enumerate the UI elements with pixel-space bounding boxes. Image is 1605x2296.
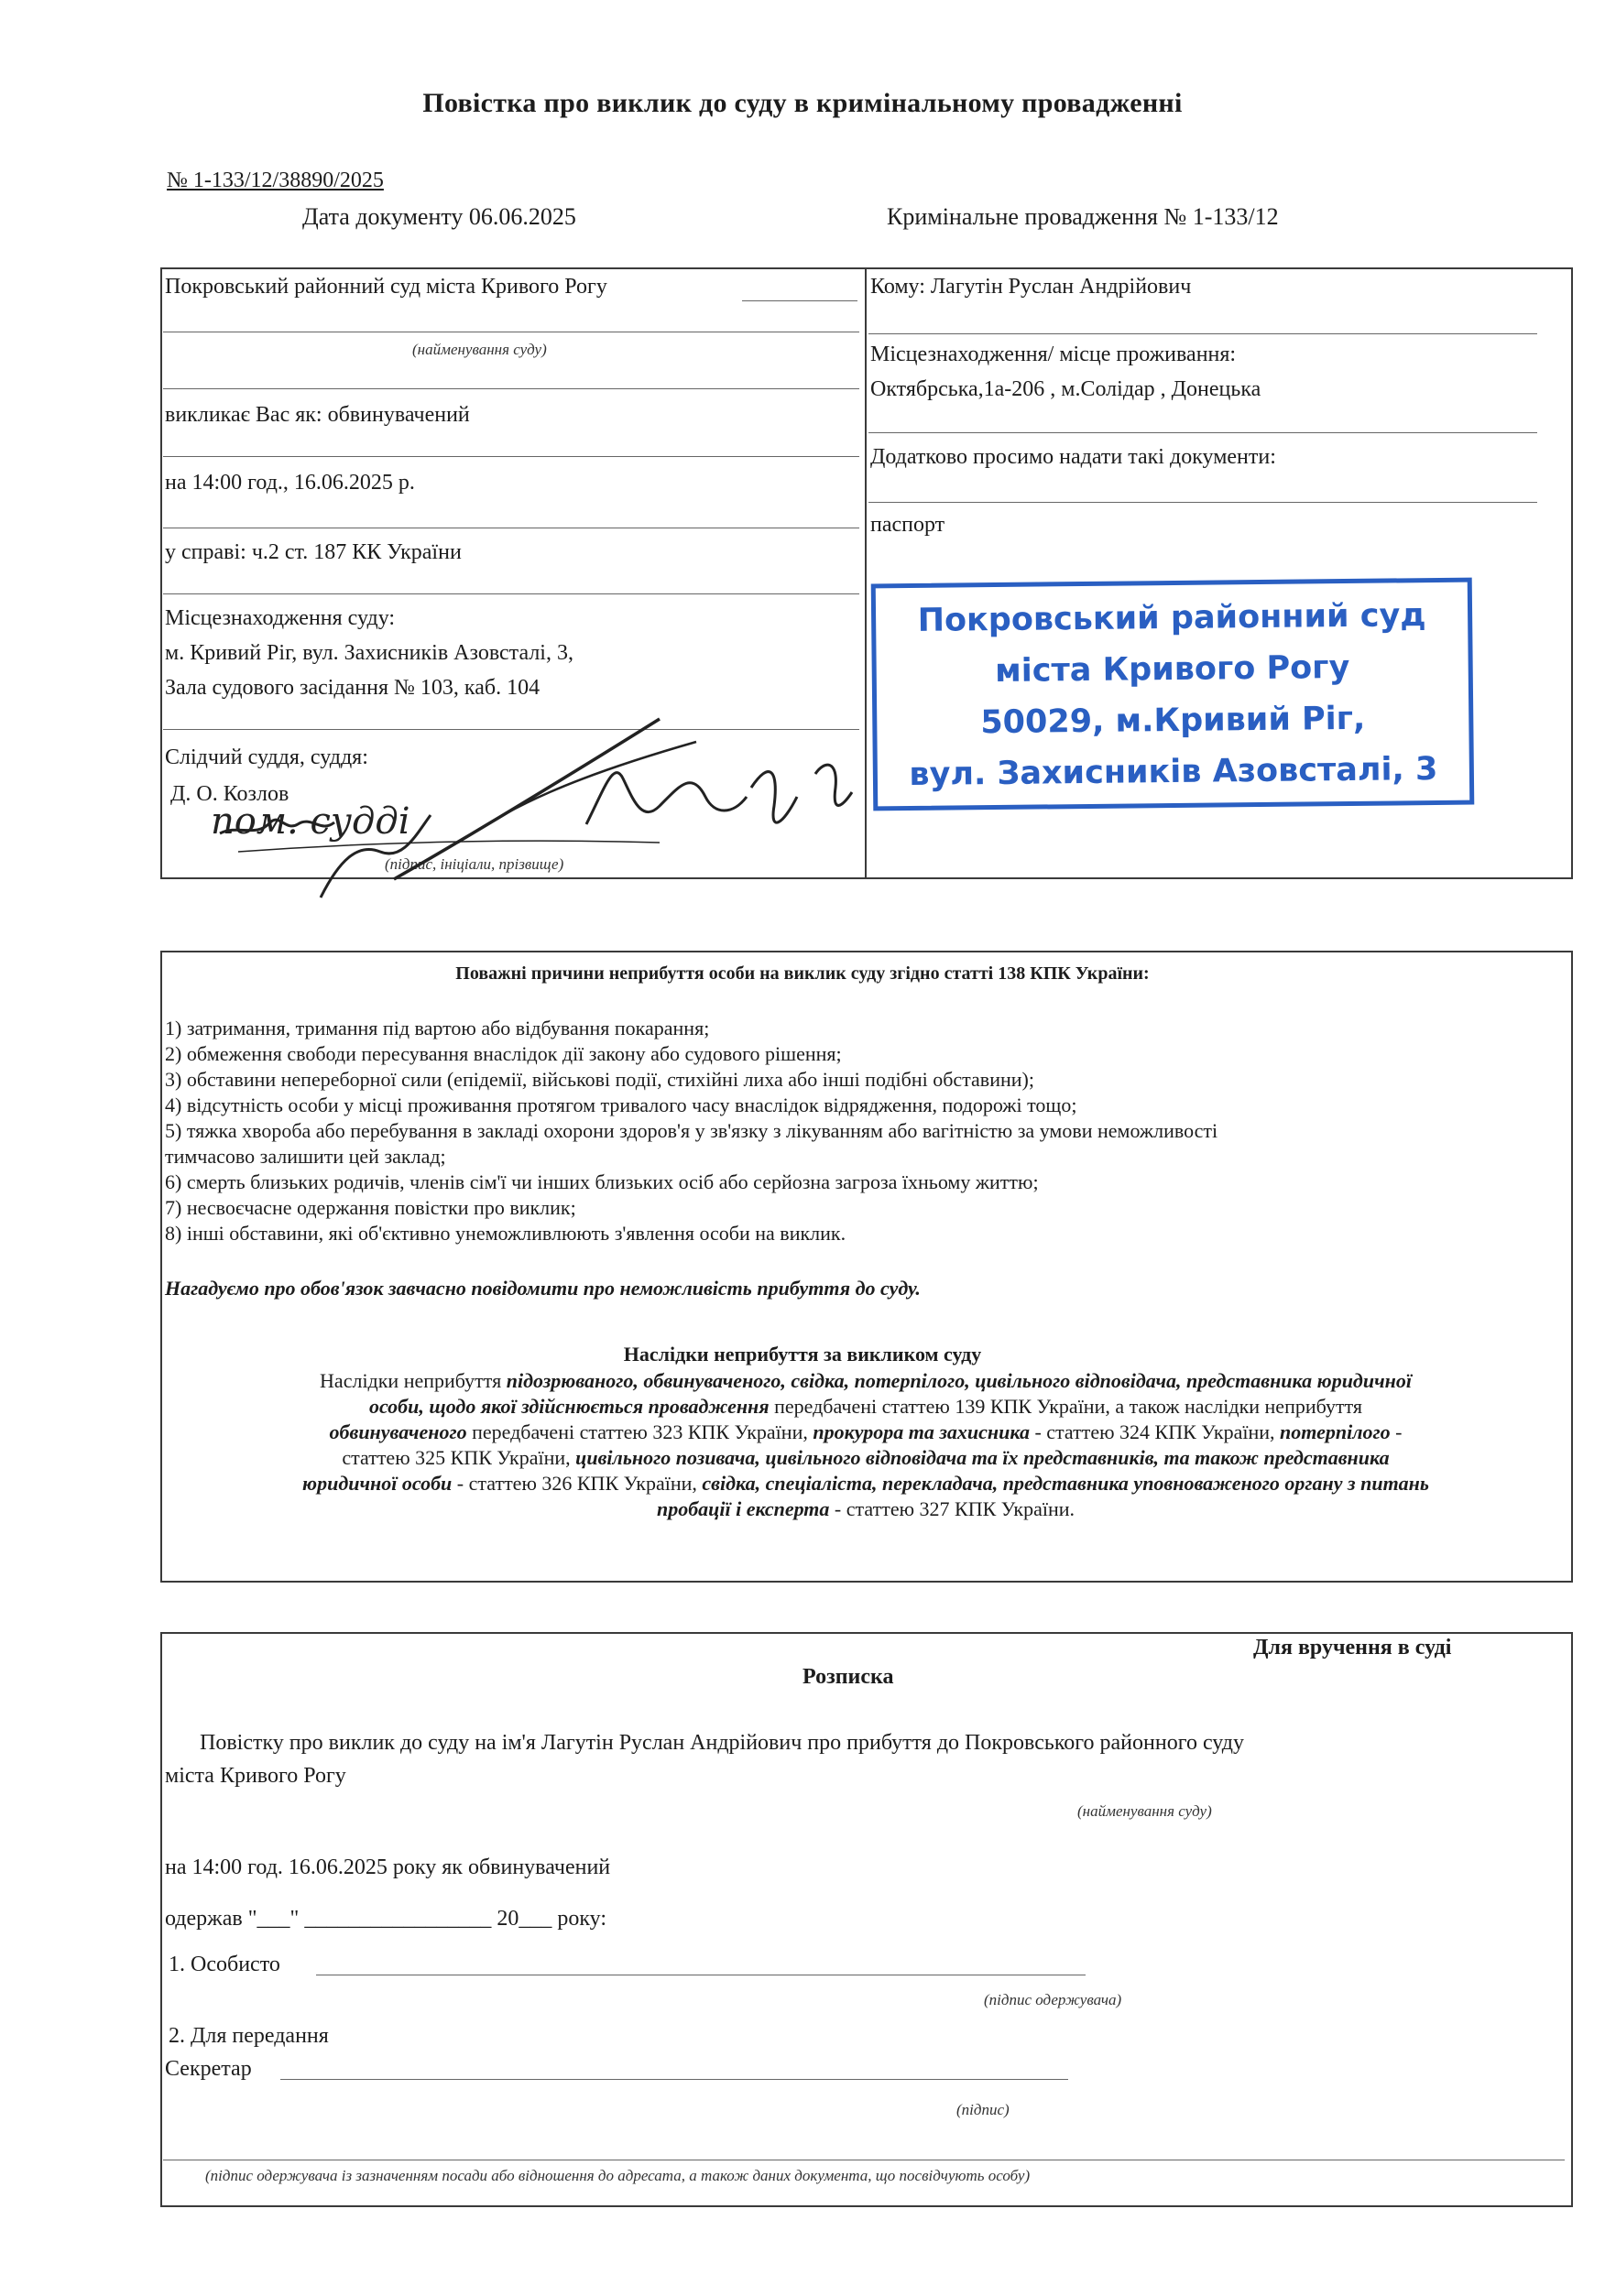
address-label: Місцезнаходження/ місце проживання: xyxy=(870,343,1237,366)
receipt-sign-caption2: (підпис) xyxy=(956,2101,1010,2118)
for-court-label: Для вручення в суді xyxy=(1253,1636,1452,1659)
stamp-line2: міста Кривого Рогу xyxy=(994,648,1350,691)
stamp-line3: 50029, м.Кривий Ріг, xyxy=(980,700,1366,742)
reason-item-4: 4) відсутність особи у місці проживання протягом тривалого часу внаслідок відрядження, подорожі тощо; xyxy=(165,1094,1077,1116)
consequences-run: пробації і експерта xyxy=(656,1497,830,1520)
receipt-footer-caption: (підпис одержувача із зазначенням посади або відношення до адресата, а також даних документа, що посвідчують особу) xyxy=(205,2167,1031,2184)
receipt-line4: одержав "___" _________________ 20___ року: xyxy=(165,1907,607,1931)
signature-caption: (підпис, ініціали, прізвище) xyxy=(385,855,564,873)
stamp-line1: Покровський районний суд xyxy=(917,597,1426,639)
consequences-run: юридичної особи xyxy=(302,1472,453,1495)
page-title: Повістка про виклик до суду в кримінальному провадженні xyxy=(422,88,1183,118)
reason-item-2: 2) обмеження свободи пересування внаслідок дії закону або судового рішення; xyxy=(165,1042,842,1065)
signature-drawing xyxy=(183,705,879,916)
reason-item-7: 7) несвоєчасне одержання повістки про виклик; xyxy=(165,1196,576,1219)
signature-note: пом. судді xyxy=(211,800,410,843)
consequences-run: передбачені статтею 139 КПК України, а також наслідки неприбуття xyxy=(769,1395,1363,1418)
consequences-run: передбачені статтею 323 КПК України, xyxy=(466,1420,813,1443)
receipt-item2: 2. Для передання xyxy=(169,2024,329,2048)
consequences-heading: Наслідки неприбуття за викликом суду xyxy=(623,1343,982,1366)
consequences-run: статтею 325 КПК України, xyxy=(342,1446,576,1469)
consequences-run: свідка, спеціаліста, перекладача, представника уповноваженого органу з питань xyxy=(702,1472,1429,1495)
receipt-item1: 1. Особисто xyxy=(169,1953,280,1976)
consequences-run: обвинуваченого xyxy=(329,1420,467,1443)
judge-name: Д. О. Козлов xyxy=(170,782,289,806)
documents-label: Додатково просимо надати такі документи: xyxy=(870,445,1276,469)
court-location-line1: м. Кривий Ріг, вул. Захисників Азовсталі, 3, xyxy=(165,641,573,665)
consequences-run: цивільного позивача, цивільного відповідача та їх представників, та також представника xyxy=(575,1446,1390,1469)
stamp-line4: вул. Захисників Азовсталі, 3 xyxy=(909,750,1438,794)
receipt-title: Розписка xyxy=(802,1665,894,1689)
document-number: № 1-133/12/38890/2025 xyxy=(167,169,384,192)
reason-item-6: 6) смерть близьких родичів, членів сім'ї чи інших близьких осіб або серйозна загроза їхньому життю; xyxy=(165,1170,1039,1193)
consequences-run: - статтею 324 КПК України, xyxy=(1029,1420,1281,1443)
case-number: Кримінальне провадження № 1-133/12 xyxy=(887,203,1279,230)
reason-item-1: 1) затримання, тримання під вартою або відбування покарання; xyxy=(165,1017,710,1039)
receipt-line1: Повістку про виклик до суду на ім'я Лагутін Руслан Андрійович про прибуття до Покровського районного суду xyxy=(200,1731,1244,1755)
reason-item-8: 8) інші обставини, які об'єктивно унеможливлюють з'явлення особи на виклик. xyxy=(165,1222,846,1245)
reason-item-5-cont: тимчасово залишити цей заклад; xyxy=(165,1145,446,1168)
receipt-court-caption: (найменування суду) xyxy=(1077,1802,1212,1820)
receipt-sign-caption1: (підпис одержувача) xyxy=(984,1991,1122,2008)
recipient: Кому: Лагутін Руслан Андрійович xyxy=(870,275,1192,299)
reminder: Нагадуємо про обов'язок завчасно повідомити про неможливість прибуття до суду. xyxy=(165,1277,921,1300)
reasons-heading: Поважні причини неприбуття особи на виклик суду згідно статті 138 КПК України: xyxy=(455,963,1150,984)
consequences-run: прокурора та захисника xyxy=(813,1420,1030,1443)
document-date: Дата документу 06.06.2025 xyxy=(302,203,576,230)
court-location-label: Місцезнаходження суду: xyxy=(165,606,396,630)
court-caption: (найменування суду) xyxy=(412,341,547,358)
consequences-run: - статтею 326 КПК України, xyxy=(452,1472,703,1495)
receipt-secretary: Секретар xyxy=(165,2057,252,2081)
consequences-run: підозрюваного, обвинуваченого, свідка, потерпілого, цивільного відповідача, представника юридичної xyxy=(506,1369,1412,1392)
summons-as: викликає Вас як: обвинувачений xyxy=(165,403,470,427)
reason-item-5: 5) тяжка хвороба або перебування в закладі охорони здоров'я у зв'язку з лікуванням або вагітністю за умови неможливості xyxy=(165,1119,1218,1142)
judge-label: Слідчий суддя, суддя: xyxy=(165,745,368,769)
hearing-time: на 14:00 год., 16.06.2025 р. xyxy=(165,471,415,495)
reason-item-3: 3) обставини непереборної сили (епідемії, військові події, стихійні лиха або інші подібні обставини); xyxy=(165,1068,1034,1091)
court-name: Покровський районний суд міста Кривого Рогу xyxy=(165,275,607,299)
address-value: Октябрська,1а-206 , м.Солідар , Донецька xyxy=(870,377,1261,401)
receipt-line2: міста Кривого Рогу xyxy=(165,1764,346,1788)
consequences-run: особи, щодо якої здійснюється провадження xyxy=(368,1395,770,1418)
consequences-run: - xyxy=(1390,1420,1403,1443)
court-location-line2: Зала судового засідання № 103, каб. 104 xyxy=(165,676,540,700)
case-article: у справі: ч.2 ст. 187 КК України xyxy=(165,540,462,564)
court-stamp xyxy=(871,578,1475,811)
consequences-text xyxy=(165,1368,1567,1522)
consequences-run: - статтею 327 КПК України. xyxy=(829,1497,1075,1520)
consequences-run: потерпілого xyxy=(1280,1420,1391,1443)
documents-value: паспорт xyxy=(870,513,945,537)
consequences-run: Наслідки неприбуття xyxy=(320,1369,507,1392)
receipt-line3: на 14:00 год. 16.06.2025 року як обвинувачений xyxy=(165,1855,611,1879)
